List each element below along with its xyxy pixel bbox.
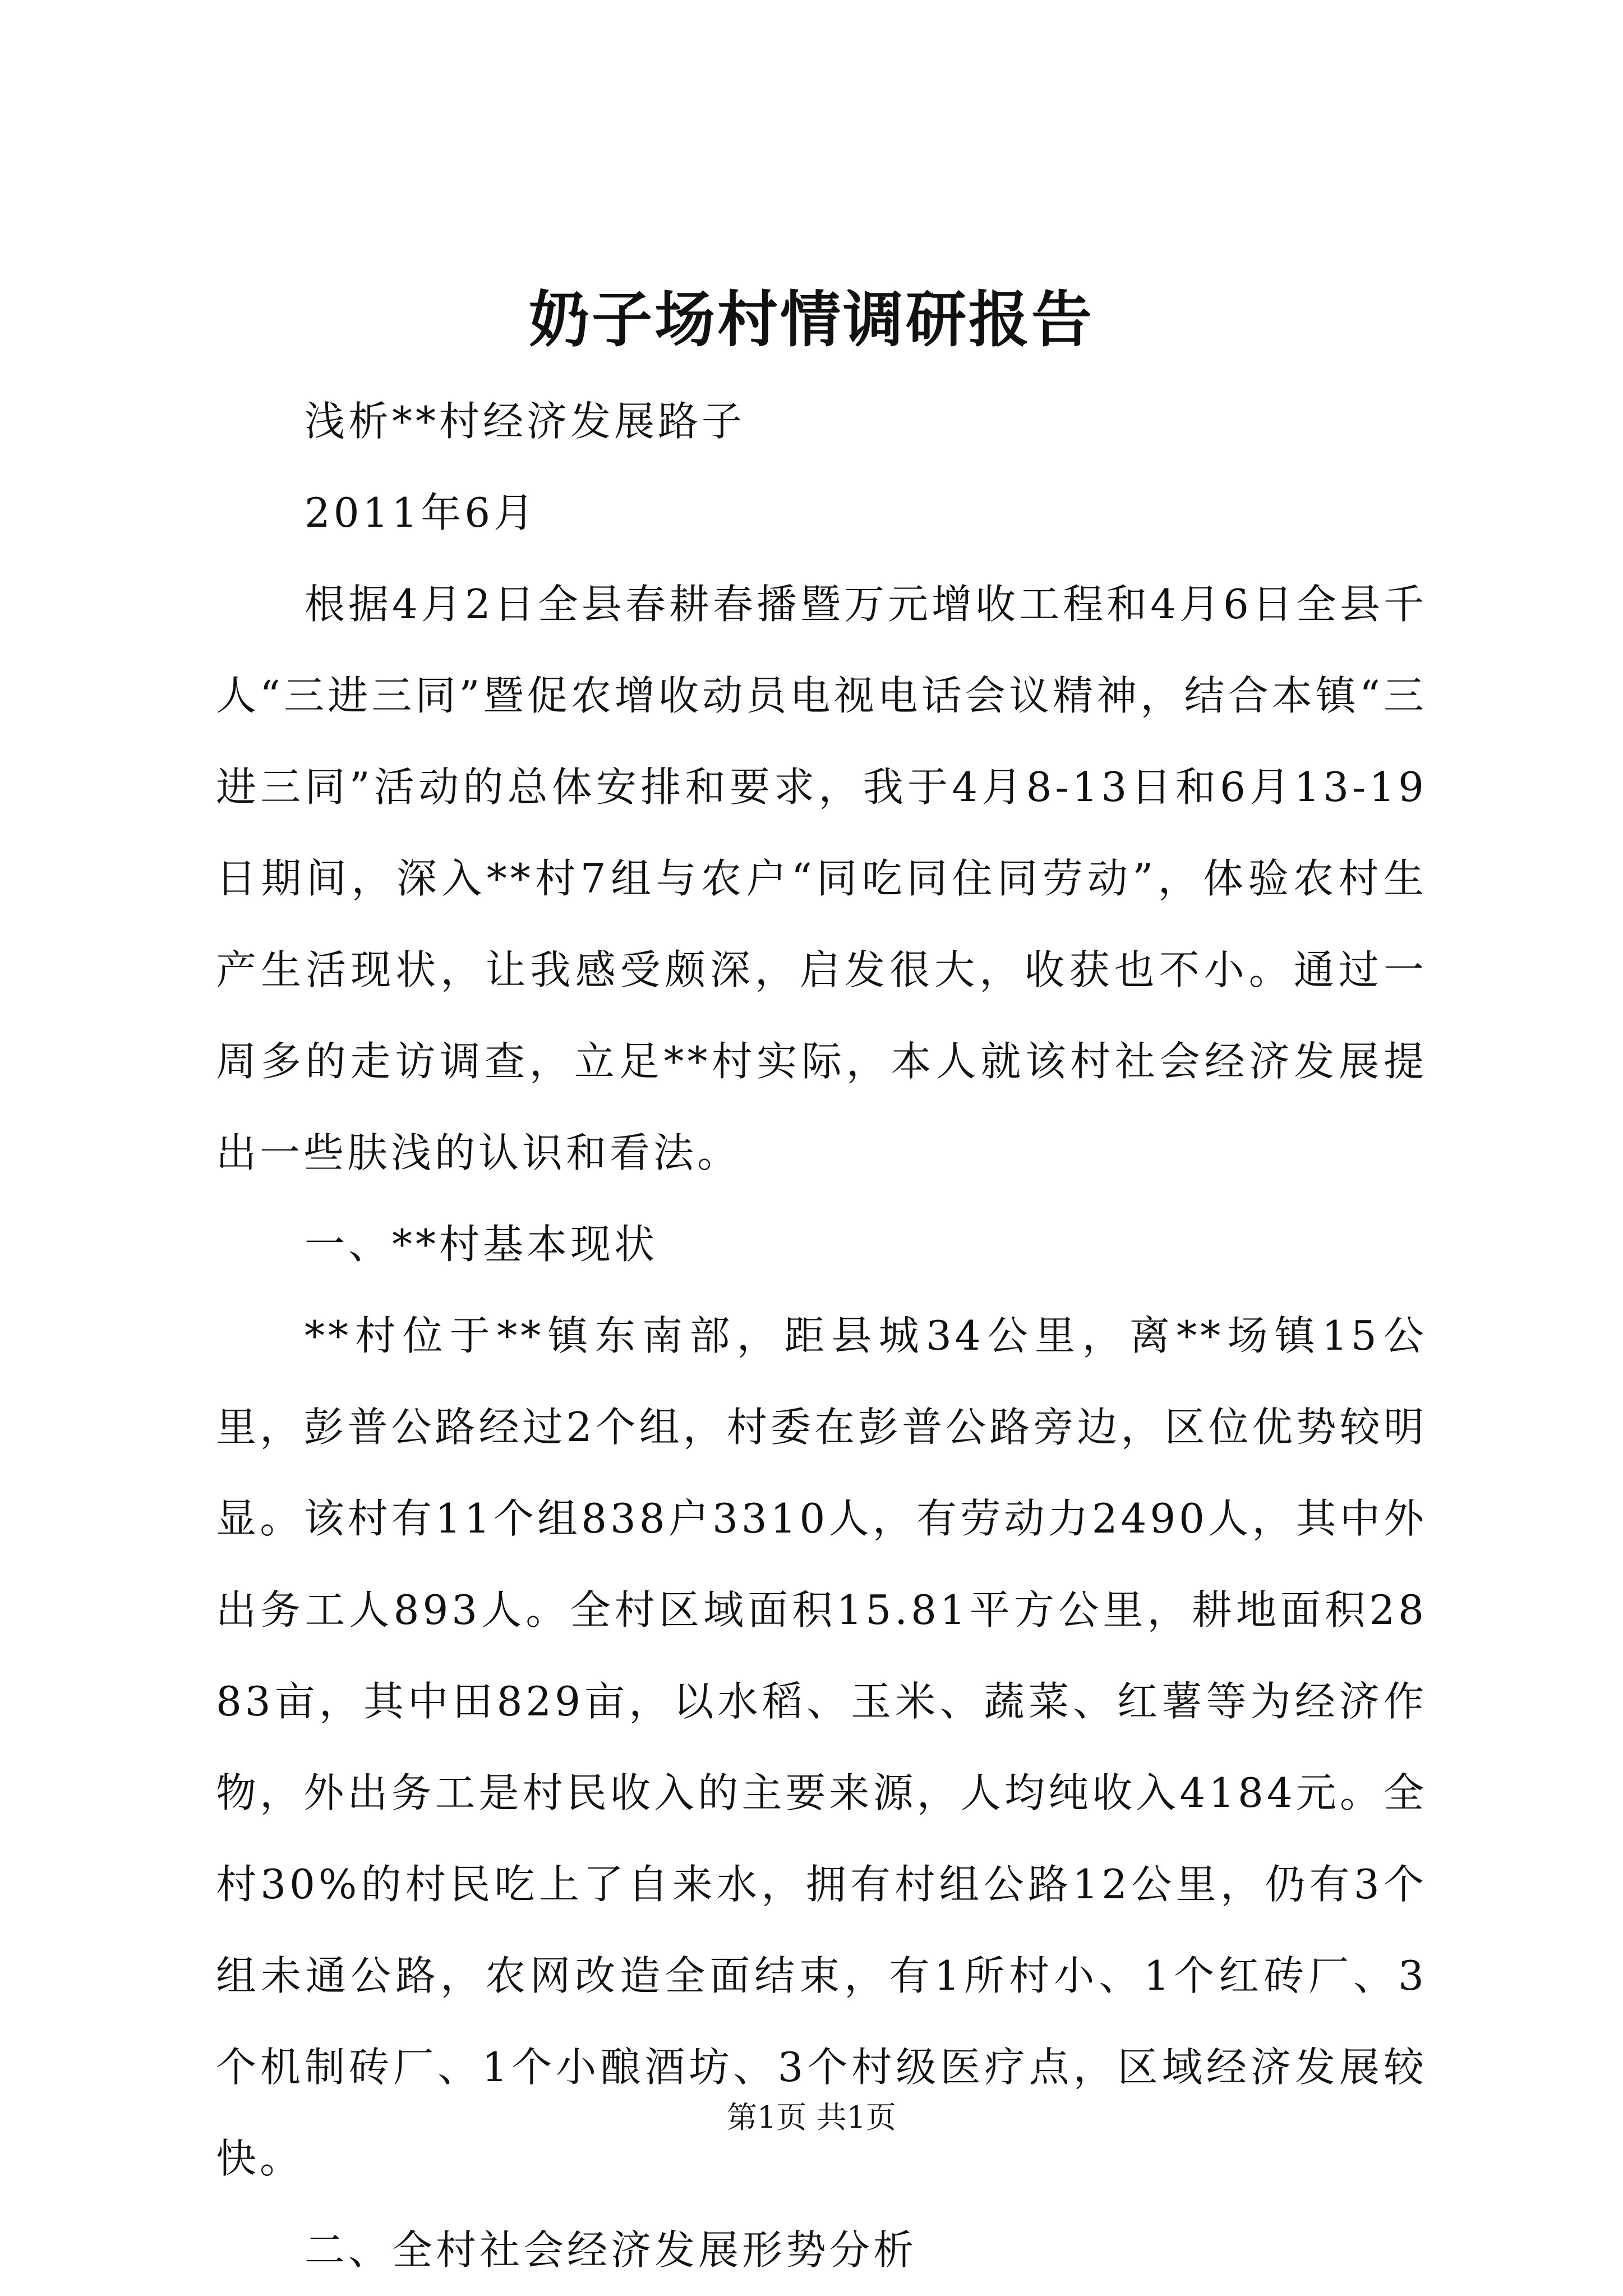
intro-paragraph: 根据4月2日全县春耕春播暨万元增收工程和4月6日全县千人“三进三同”暨促农增收动员电视电话会议精神，结合本镇“三进三同”活动的总体安排和要求，我于4月8-13日和6月13-19日期间，深入**村7组与农户“同吃同住同劳动”，体验农村生产生活现状，让我感受颇深，启发很大，收获也不小。通过一周多的走访调查，立足**村实际，本人就该村社会经济发展提出一些肤浅的认识和看法。 bbox=[216, 581, 1427, 1176]
section-heading-2: 二、全村社会经济发展形势分析 bbox=[305, 2226, 917, 2274]
subtitle-paragraph: 浅析**村经济发展路子 bbox=[305, 398, 746, 445]
section-1-paragraph: **村位于**镇东南部，距县城34公里，离**场镇15公里，彭普公路经过2个组，村委在彭普公路旁边，区位优势较明显。该村有11个组838户3310人，有劳动力2490人，其中外出务工人893人。全村区域面积15.81平方公里，耕地面积2883亩，其中田829亩，以水稻、玉米、蔬菜、红薯等为经济作物，外出务工是村民收入的主要来源，人均纯收入4184元。全村30%的村民吃上了自来水，拥有村组公路12公里，仍有3个组未通公路，农网改造全面结束，有1所村小、1个红砖厂、3个机制砖厂、1个小酿酒坊、3个村级医疗点，区域经济发展较快。 bbox=[216, 1312, 1427, 2182]
date-paragraph: 2011年6月 bbox=[305, 489, 538, 536]
document-title: 奶子场村情调研报告 bbox=[528, 284, 1094, 355]
page-footer: 第1页 共1页 bbox=[727, 2100, 896, 2135]
document-body bbox=[216, 376, 1427, 2296]
section-heading-1: 一、**村基本现状 bbox=[305, 1221, 658, 1268]
